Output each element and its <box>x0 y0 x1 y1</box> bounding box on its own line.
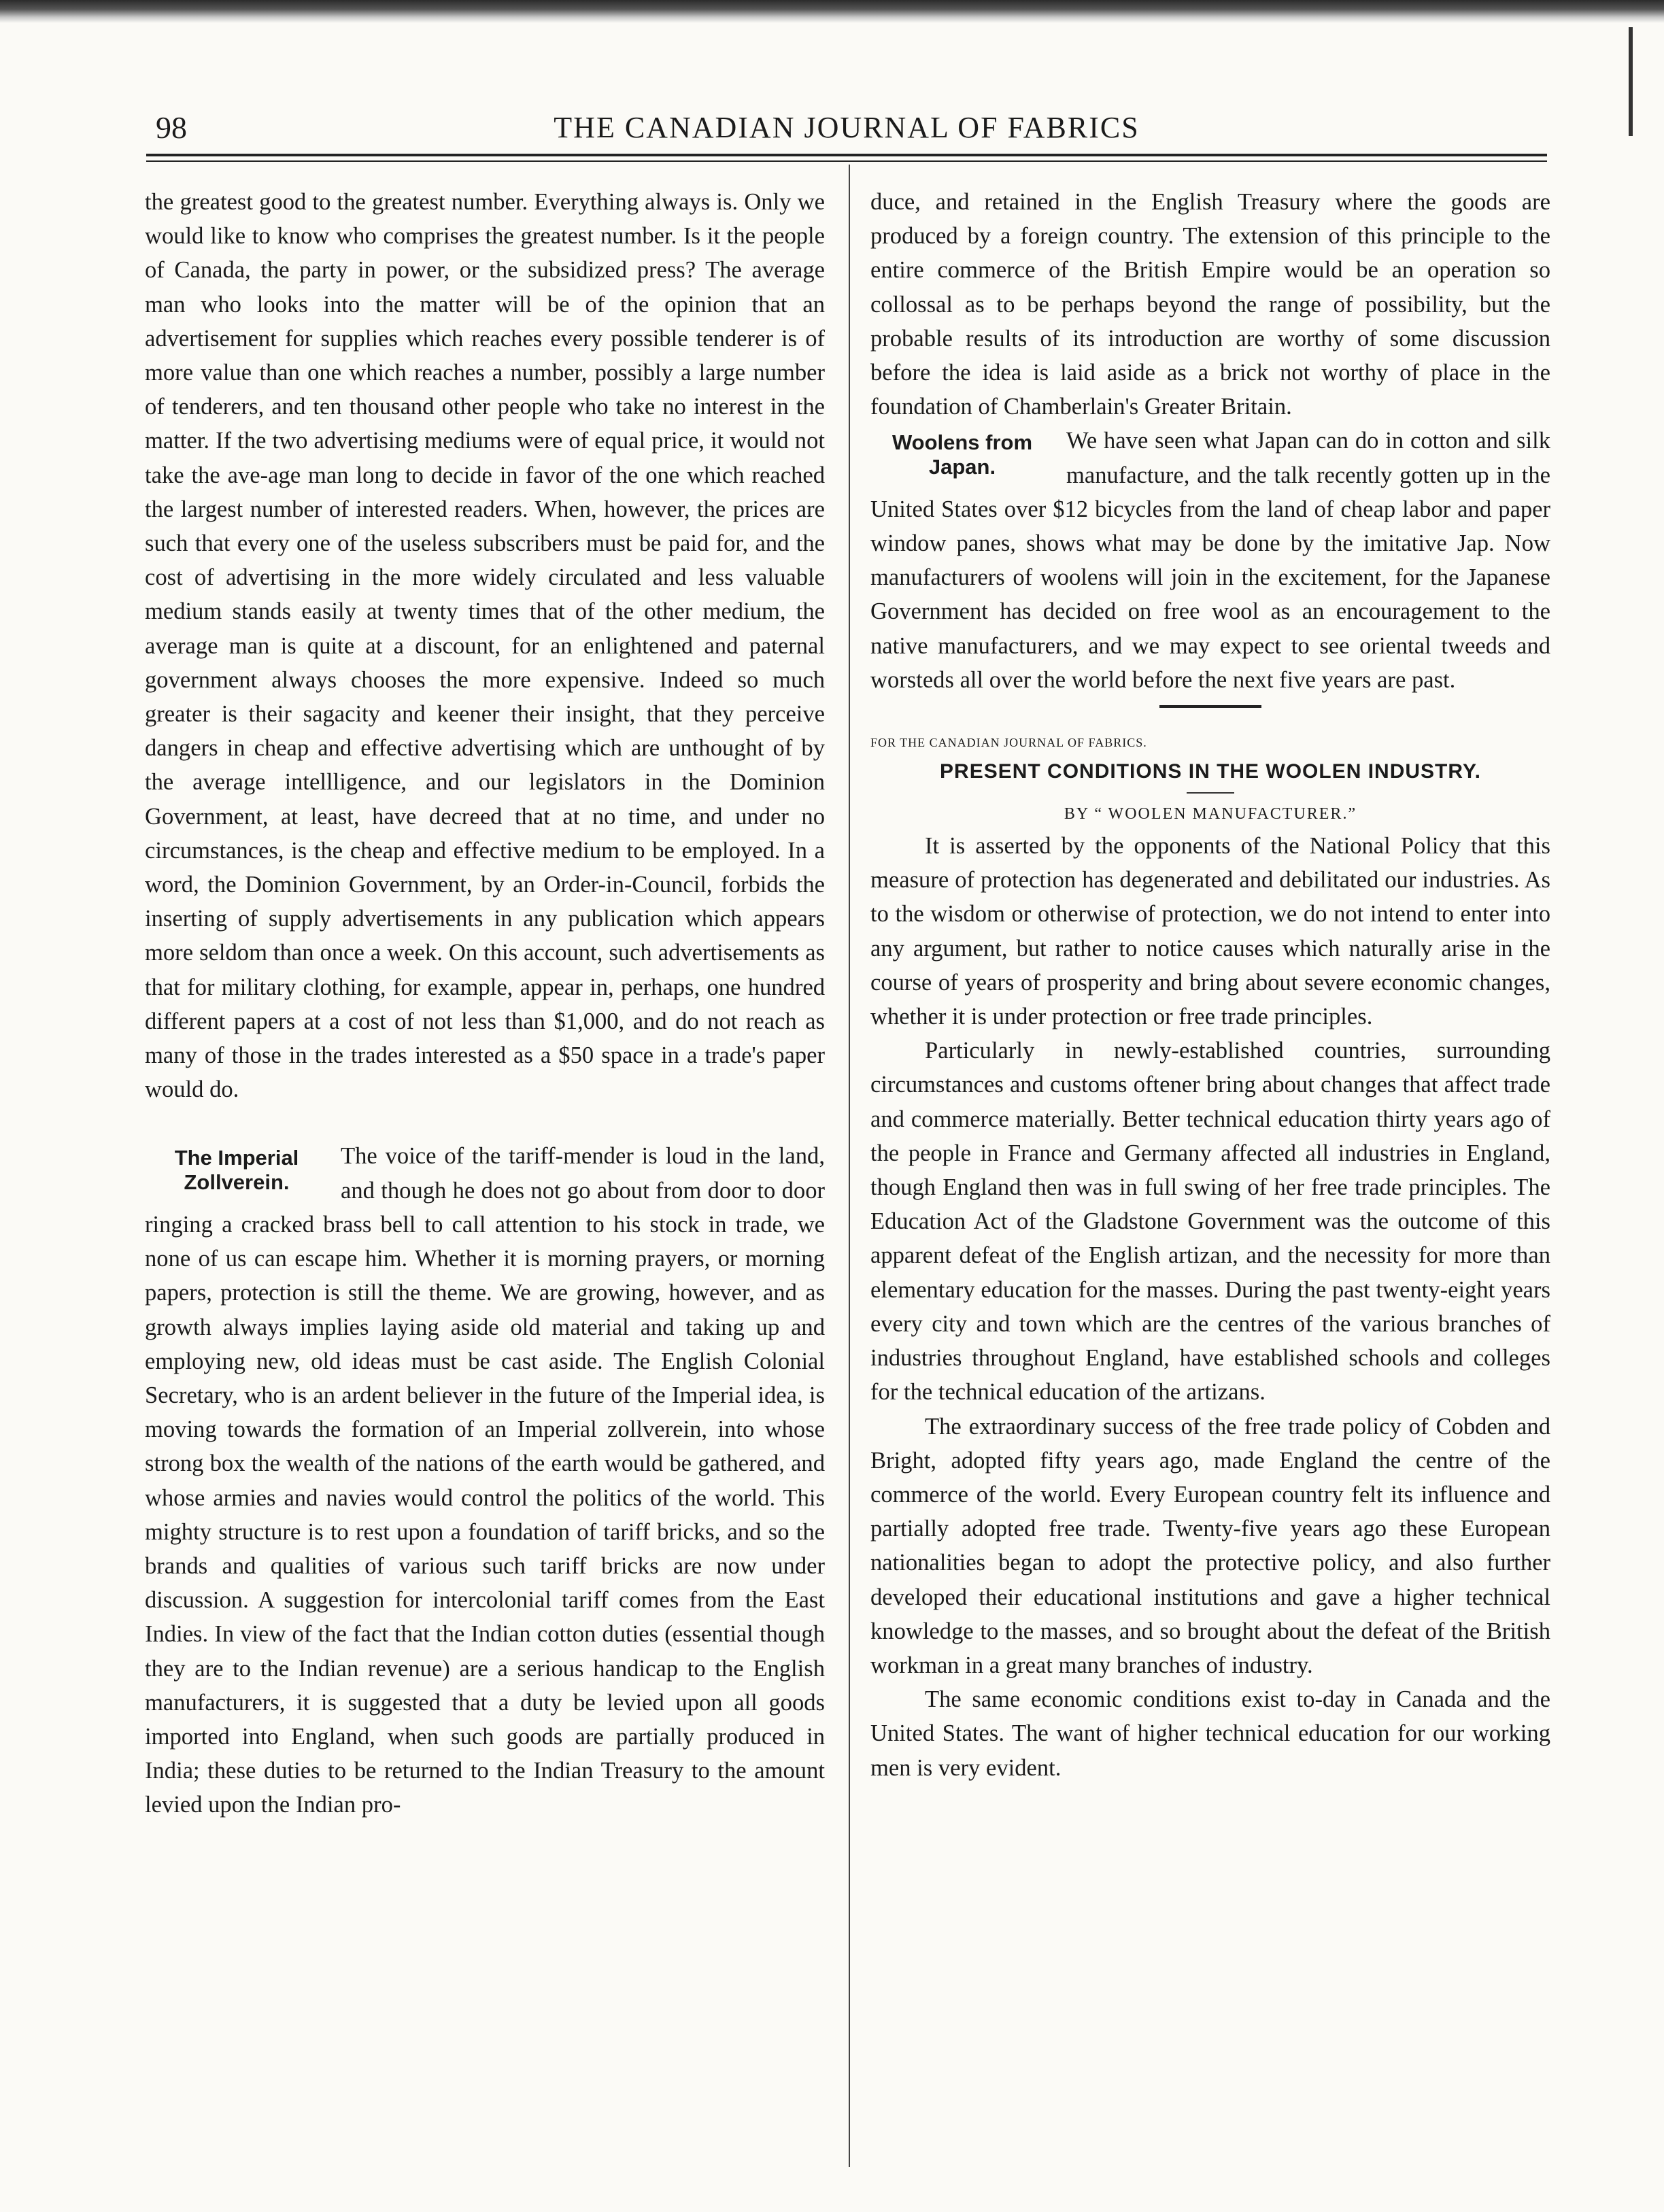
woolens-paragraph: We have seen what Japan can do in cotton and silk manufacture, and the talk recently gotten up in the United States over $12 bicycles from the land of cheap labor and paper window panes, shows what may be done by the imitative Jap. Now manufacturers of woolens will join in the excitement, for the Japanese Government has decided on free wool as an encouragement to the native manufacturers, and we may expect to see oriental tweeds and worsteds all over the world before the next five years are past. <box>870 428 1550 693</box>
woolens-heading: Woolens from Japan. <box>892 430 1033 479</box>
left-column <box>145 185 825 2157</box>
scan-edge-right <box>1629 27 1633 136</box>
article-byline: BY “ WOOLEN MANUFACTURER.” <box>1064 805 1357 823</box>
page-number: 98 <box>156 110 187 145</box>
header-rule <box>146 154 1547 162</box>
article-credit: FOR THE CANADIAN JOURNAL OF FABRICS. <box>870 736 1147 750</box>
article-paragraph-2: Particularly in newly-established countries, surrounding circumstances and customs oftener bring about changes that affect trade and commerce materially. Better technical education thirty years ago of the people in France and Germany affected all industries in England, though England then was in full swing of her free trade principles. The Education Act of the Gladstone Government was the outcome of this apparent defeat of the English artizan, and the necessity for more than elementary education for the masses. During the past twenty-eight years every city and town which are the centres of the various branches of industries throughout England, have established schools and colleges for the technical education of the artizans. <box>870 1038 1550 1406</box>
scan-edge-top <box>0 0 1664 23</box>
article-paragraph-3: The extraordinary success of the free trade policy of Cobden and Bright, adopted fifty years ago, made England the centre of the commerce of the world. Every European country felt its influence and partially adopted free trade. Twenty-five years ago these European nationalities began to adopt the protective policy, and also further developed their educational institutions and gave a higher technical knowledge to the masses, and so brought about the defeat of the British workman in a great many branches of industry. <box>870 1413 1550 1678</box>
journal-title: THE CANADIAN JOURNAL OF FABRICS <box>554 111 1140 144</box>
zollverein-paragraph: The voice of the tariff-mender is loud in the land, and though he does not go about from door to door ringing a cracked brass bell to call attention to his stock in trade, we none of us can escape him. Whether it is morning prayers, or morning papers, protection is still the theme. We are growing, however, and as growth always implies laying aside old material and taking up and employing new, old ideas must be cast aside. The English Colonial Secretary, who is an ardent believer in the future of the Imperial idea, is moving towards the formation of an Imperial zollverein, into whose strong box the wealth of the nations of the earth would be gathered, and whose armies and navies would control the politics of the world. This mighty structure is to rest upon a foundation of tariff bricks, and so the brands and qualities of various such tariff bricks are now under discussion. A suggestion for intercolonial tariff comes from the East Indies. In view of the fact that the Indian cotton duties (essential though they are to the Indian revenue) are a serious handicap to the English manufacturers, it is suggested that a duty be levied upon all goods imported into England, when such goods are partially produced in India; these duties to be returned to the Indian Treasury to the amount levied upon the Indian pro- <box>145 1143 825 1818</box>
section-gap <box>145 1106 825 1139</box>
article-paragraph-4: The same economic conditions exist to-day in Canada and the United States. The want of higher technical education for our working men is very evident. <box>870 1686 1550 1781</box>
right-column <box>870 185 1550 2157</box>
column-divider <box>849 165 850 2167</box>
right-paragraph-1: duce, and retained in the English Treasury where the goods are produced by a foreign country. The extension of this principle to the entire commerce of the British Empire would be an operation so collossal as to be perhaps beyond the range of possibility, but the probable results of its introduction are worthy of some discussion before the idea is laid aside as a brick not worthy of place in the foundation of Chamberlain's Greater Britain. <box>870 189 1550 420</box>
zollverein-heading: The Imperial Zollverein. <box>174 1146 299 1195</box>
title-rule <box>1187 792 1234 794</box>
article-paragraph-1: It is asserted by the opponents of the National Policy that this measure of protection has degenerated and debilitated our industries. As to the wisdom or otherwise of protection, we do not intend to enter into any argument, but rather to notice causes which naturally arise in the course of years of prosperity and bring about severe economic changes, whether it is under protection or free trade principles. <box>870 833 1550 1030</box>
page-header <box>146 107 1547 148</box>
section-rule <box>1159 705 1261 708</box>
left-paragraph-1: the greatest good to the greatest number. Everything always is. Only we would like to know who comprises the greatest number. Is it the people of Canada, the party in power, or the subsidized press? The average man who looks into the matter will be of the opinion that an advertisement for supplies which reaches every possible tenderer is of more value than one which reaches a number, possibly a large number of tenderers, and ten thousand other people who take no interest in the matter. If the two advertising mediums were of equal price, it would not take the ave-age man long to decide in favor of the one which reached the largest number of interested readers. When, however, the prices are such that every one of the useless subscribers must be paid for, and the cost of advertising in the more widely circulated and less valuable medium stands easily at twenty times that of the other medium, the average man is quite at a discount, for an enlightened and paternal government always chooses the more expensive. Indeed so much greater is their sagacity and keener their insight, that they perceive dangers in cheap and effective advertising which are unthought of by the average intellligence, and our legislators in the Dominion Government, at least, have decreed that at no time, and under no circumstances, is the cheap and effective medium to be employed. In a word, the Dominion Government, by an Order-in-Council, forbids the inserting of supply advertisements in any publication which appears more seldom than once a week. On this account, such advertisements as that for military clothing, for example, appear in, perhaps, one hundred different papers at a cost of not less than $1,000, and do not reach as many of those in the trades interested as a $50 space in a trade's paper would do. <box>145 189 825 1103</box>
article-title: PRESENT CONDITIONS IN THE WOOLEN INDUSTRY. <box>940 760 1481 783</box>
